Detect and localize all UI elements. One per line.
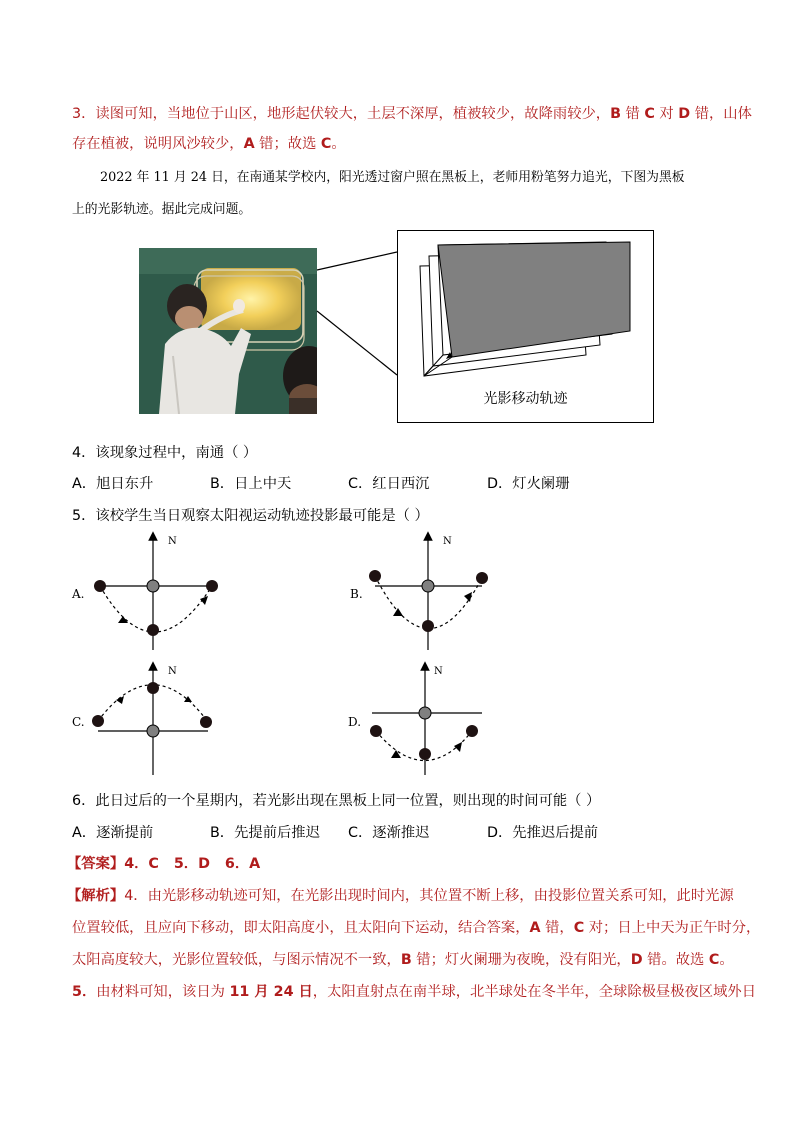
q5-north-label-c: N <box>168 666 177 677</box>
answer-label: 【答案】 <box>67 856 125 872</box>
q5-stem: 5．该校学生当日观察太阳视运动轨迹投影最可能是（ ） <box>72 508 429 524</box>
q3-answer-line-2: 存在植被，说明风沙较少，A 错；故选 C。 <box>72 136 346 152</box>
q5-north-label-a: N <box>168 536 177 547</box>
q5-label-d: D. <box>348 715 362 729</box>
passage-line-1: 2022 年 11 月 24 日，在南通某学校内，阳光透过窗户照在黑板上，老师用粉笔努力追光，下图为黑板 <box>100 170 685 185</box>
q5-sun-path-diagrams <box>60 530 520 778</box>
answer-line <box>67 853 260 873</box>
q5-diagram-b[interactable] <box>350 536 488 650</box>
q6-option-c[interactable]: C．逐渐推迟 <box>348 825 430 841</box>
q4-option-d[interactable]: D．灯火阑珊 <box>487 476 570 492</box>
q6-option-d[interactable]: D．先推迟后提前 <box>487 825 599 841</box>
q5-label-a: A. <box>72 587 85 601</box>
q5-diagram-c[interactable] <box>72 666 212 775</box>
q5-label-c: C. <box>72 715 85 729</box>
q6-option-a[interactable]: A．逐渐提前 <box>72 825 154 841</box>
q3-number: 3． <box>72 106 96 122</box>
q4-option-a[interactable]: A．旭日东升 <box>72 476 154 492</box>
answer-text: 4．C 5．D 6．A <box>124 856 261 872</box>
light-track-zoom-box <box>397 230 654 423</box>
q6-stem: 6．此日过后的一个星期内，若光影出现在黑板上同一位置，则出现的时间可能（ ） <box>72 793 601 809</box>
q5-north-label-d: N <box>434 666 443 677</box>
q5-diagram-a[interactable] <box>71 536 218 650</box>
analysis-line-3: 太阳高度较大，光影位置较低，与图示情况不一致，B 错；灯火阑珊为夜晚，没有阳光，D 错。故选 C。 <box>72 952 734 968</box>
light-track-caption: 光影移动轨迹 <box>483 391 568 407</box>
q5-north-label-b: N <box>443 536 452 547</box>
q6-option-b[interactable]: B．先提前后推迟 <box>210 825 320 841</box>
analysis-line-1: 【解析】4．由光影移动轨迹可知，在光影出现时间内，其位置不断上移，由投影位置关系可知，此时光源 <box>67 888 734 904</box>
q5-label-b: B. <box>350 587 363 601</box>
analysis-label: 【解析】 <box>67 888 125 904</box>
analysis-line-4: 5．由材料可知，该日为 11 月 24 日，太阳直射点在南半球，北半球处在冬半年，全球除极昼极夜区域外日 <box>72 984 756 1000</box>
q5-diagram-d[interactable] <box>348 666 482 775</box>
passage-line-2: 上的光影轨迹。据此完成问题。 <box>72 202 252 217</box>
q4-stem: 4．该现象过程中，南通（ ） <box>72 445 258 461</box>
q3-answer-line-1: 3．读图可知，当地位于山区，地形起伏较大，土层不深厚，植被较少，故降雨较少，B 错 C 对 D 错，山体 <box>72 106 752 122</box>
analysis-line-2: 位置较低，且应向下移动，即太阳高度小，且太阳向下运动，结合答案，A 错，C 对；日上中天为正午时分， <box>72 920 761 936</box>
q4-option-c[interactable]: C．红日西沉 <box>348 476 430 492</box>
q4-option-b[interactable]: B．日上中天 <box>210 476 292 492</box>
